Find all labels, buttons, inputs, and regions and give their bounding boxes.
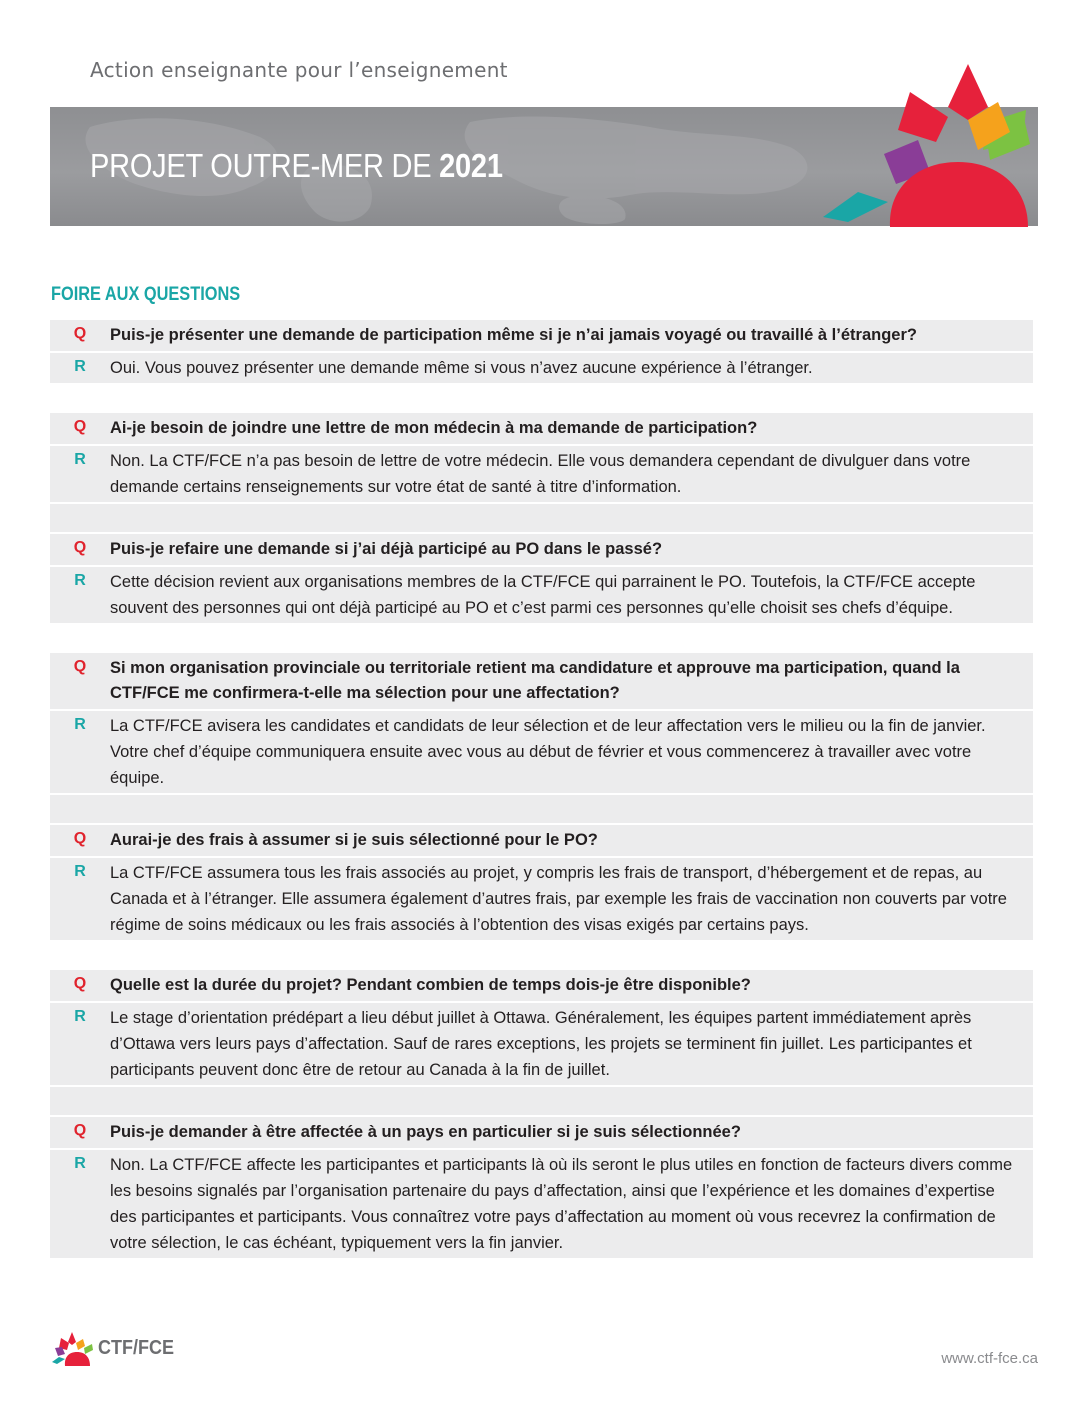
question-row — [50, 970, 1033, 1003]
faq-spacer — [50, 1087, 1033, 1117]
question-row — [50, 320, 1033, 353]
footer-brand: CTF/FCE — [98, 1336, 174, 1359]
title-main: PROJET OUTRE-MER DE — [90, 147, 440, 184]
question-text: Quelle est la durée du projet? Pendant combien de temps dois-je être disponible? — [110, 976, 751, 994]
answer-row — [50, 858, 1033, 942]
question-marker: Q — [73, 975, 87, 992]
question-row — [50, 413, 1033, 446]
faq-list — [50, 320, 1033, 1260]
question-marker: Q — [73, 539, 87, 556]
answer-text: Cette décision revient aux organisations membres de la CTF/FCE qui parrainent le PO. Toutefois, la CTF/FCE accepte souvent des personnes qui ont déjà participé au PO et c’est parmi ces personnes qu’elle choisit ses chefs d’équipe. — [110, 573, 976, 617]
faq-item — [50, 653, 1033, 825]
question-text: Puis-je présenter une demande de participation même si je n’ai jamais voyagé ou travaillé à l’étranger? — [110, 326, 917, 344]
answer-row — [50, 567, 1033, 625]
answer-marker: R — [74, 1155, 86, 1172]
answer-marker: R — [74, 572, 86, 589]
faq-heading: FOIRE AUX QUESTIONS — [51, 284, 241, 305]
footer-url[interactable]: www.ctf-fce.ca — [941, 1350, 1038, 1367]
question-row — [50, 1117, 1033, 1150]
question-text: Ai-je besoin de joindre une lettre de mon médecin à ma demande de participation? — [110, 419, 758, 437]
answer-row — [50, 1003, 1033, 1087]
question-row — [50, 825, 1033, 858]
faq-spacer — [50, 625, 1033, 653]
faq-item — [50, 534, 1033, 653]
answer-row — [50, 711, 1033, 795]
question-text: Aurai-je des frais à assumer si je suis sélectionné pour le PO? — [110, 831, 598, 849]
question-text: Puis-je refaire une demande si j’ai déjà participé au PO dans le passé? — [110, 540, 663, 558]
answer-row — [50, 353, 1033, 385]
faq-spacer — [50, 504, 1033, 534]
answer-marker: R — [74, 716, 86, 733]
answer-text: La CTF/FCE assumera tous les frais associés au projet, y compris les frais de transport, d’hébergement et de repas, au Canada et à l’étranger. Elle assumera également d’autres frais, par exemple les frais de vaccination non couverts par votre régime de soins médicaux ou les frais associés à l’obtention des visas exigés par certains pays. — [110, 864, 1007, 934]
answer-text: Le stage d’orientation prédépart a lieu début juillet à Ottawa. Généralement, les équipes partent immédiatement après d’Ottawa vers leurs pays d’affectation. Sauf de rares exceptions, les projets se terminent fin juillet. Les participantes et participants peuvent donc être de retour au Canada à la fin de juillet. — [110, 1009, 972, 1079]
ctf-maple-flower-logo — [818, 62, 1040, 228]
answer-text: La CTF/FCE avisera les candidates et candidats de leur sélection et de leur affectation vers le milieu ou la fin de janvier. Votre chef d’équipe communiquera ensuite avec vous au début de février et vous commencerez à travailler avec votre équipe. — [110, 717, 986, 787]
header-tagline: Action enseignante pour l’enseignement — [90, 58, 508, 82]
page-title — [90, 147, 503, 185]
answer-row — [50, 446, 1033, 504]
question-marker: Q — [73, 418, 87, 435]
faq-item — [50, 320, 1033, 413]
faq-spacer — [50, 942, 1033, 970]
footer-logo — [52, 1330, 182, 1366]
question-text: Puis-je demander à être affectée à un pays en particulier si je suis sélectionnée? — [110, 1123, 741, 1141]
answer-text: Oui. Vous pouvez présenter une demande même si vous n’avez aucune expérience à l’étranger. — [110, 359, 813, 377]
question-marker: Q — [73, 830, 87, 847]
question-marker: Q — [73, 325, 87, 342]
faq-item — [50, 825, 1033, 970]
ctf-maple-icon — [52, 1330, 94, 1366]
answer-marker: R — [74, 451, 86, 468]
title-year: 2021 — [439, 147, 503, 184]
answer-text: Non. La CTF/FCE n’a pas besoin de lettre de votre médecin. Elle vous demandera cependant de divulguer dans votre demande certains renseignements sur votre état de santé à titre d’information. — [110, 452, 971, 496]
faq-spacer — [50, 385, 1033, 413]
faq-item — [50, 413, 1033, 534]
question-text: Si mon organisation provinciale ou territoriale retient ma candidature et approuve ma participation, quand la CTF/FCE me confirmera-t-elle ma sélection pour une affectation? — [110, 659, 960, 702]
faq-item — [50, 1117, 1033, 1260]
question-marker: Q — [73, 658, 87, 675]
answer-text: Non. La CTF/FCE affecte les participantes et participants là où ils seront le plus utiles en fonction de facteurs divers comme les besoins signalés par l’organisation partenaire du pays d’affectation, ainsi que l’expérience et les domaines d’expertise des participantes et participants. Vous connaîtrez votre pays d’affectation au moment où vous recevrez la confirmation de votre sélection, le cas échéant, typiquement vers la fin janvier. — [110, 1156, 1013, 1252]
question-row — [50, 534, 1033, 567]
answer-marker: R — [74, 1008, 86, 1025]
answer-marker: R — [74, 863, 86, 880]
answer-row — [50, 1150, 1033, 1260]
faq-item — [50, 970, 1033, 1117]
faq-spacer — [50, 795, 1033, 825]
question-marker: Q — [73, 1122, 87, 1139]
answer-marker: R — [74, 358, 86, 375]
question-row — [50, 653, 1033, 711]
